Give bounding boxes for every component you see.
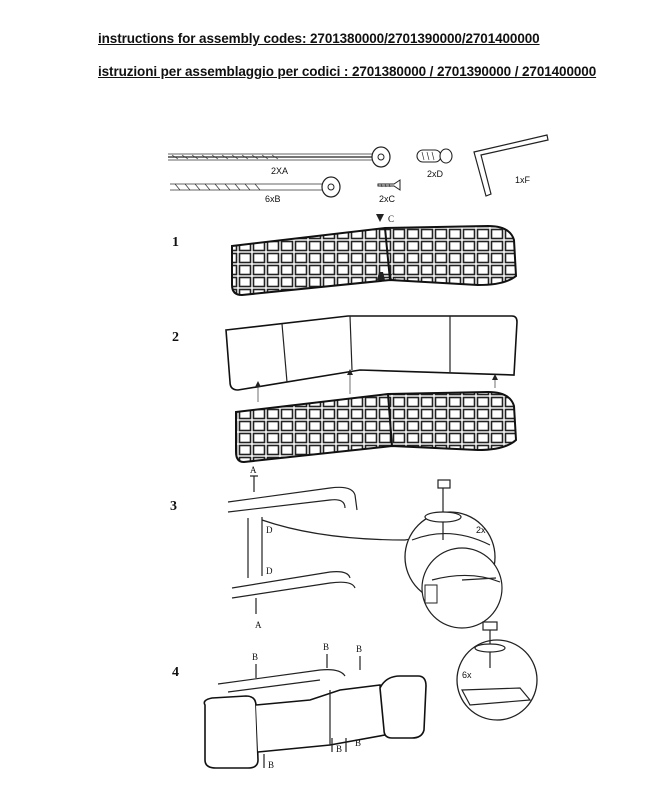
heading-italian: istruzioni per assemblaggio per codici : 2701380000 / 2701390000 / 2701400000 [98, 64, 597, 79]
grid-frame-step-1 [232, 226, 516, 295]
nut-d-icon [417, 149, 452, 163]
cushion-step-2 [226, 316, 517, 390]
detail-circle-lower-step-3 [422, 548, 502, 628]
clip-c-top-icon [376, 214, 384, 222]
callout-qty-step-3: 2x [476, 525, 486, 535]
callout-c-top: C [388, 214, 395, 224]
callout-b-3: B [356, 644, 363, 654]
chair-assembly-step-4 [204, 670, 426, 768]
allen-key-label: 1xF [515, 175, 531, 185]
heading-english: instructions for assembly codes: 2701380000/2701390000/2701400000 [98, 31, 540, 46]
step-1-number: 1 [172, 235, 179, 250]
step-3-number: 3 [170, 499, 177, 514]
bolt-b-icon [170, 177, 340, 197]
nut-d-label: 2xD [427, 169, 444, 179]
callout-a-top: A [250, 465, 257, 475]
callout-b-2: B [323, 642, 330, 652]
callout-a-bottom: A [255, 620, 262, 630]
screw-c-icon [378, 180, 400, 190]
callout-b-5: B [336, 744, 343, 754]
callout-qty-step-4: 6x [462, 670, 472, 680]
step-4-number: 4 [172, 665, 179, 680]
bolt-b-label: 6xB [265, 194, 281, 204]
screw-c-label: 2xC [379, 194, 396, 204]
grid-frame-step-2 [236, 392, 516, 462]
callout-b-1: B [252, 652, 259, 662]
allen-key-icon [474, 135, 548, 196]
callout-c-bottom: C [390, 272, 397, 282]
bolt-a-icon [168, 147, 390, 167]
callout-b-4: B [268, 760, 275, 770]
callout-b-6: B [355, 738, 362, 748]
callout-d-top: D [266, 525, 273, 535]
callout-d-bottom: D [266, 566, 273, 576]
bolt-a-top-icon [250, 476, 258, 492]
step-2-number: 2 [172, 330, 179, 345]
bolt-a-label: 2XA [271, 166, 289, 176]
